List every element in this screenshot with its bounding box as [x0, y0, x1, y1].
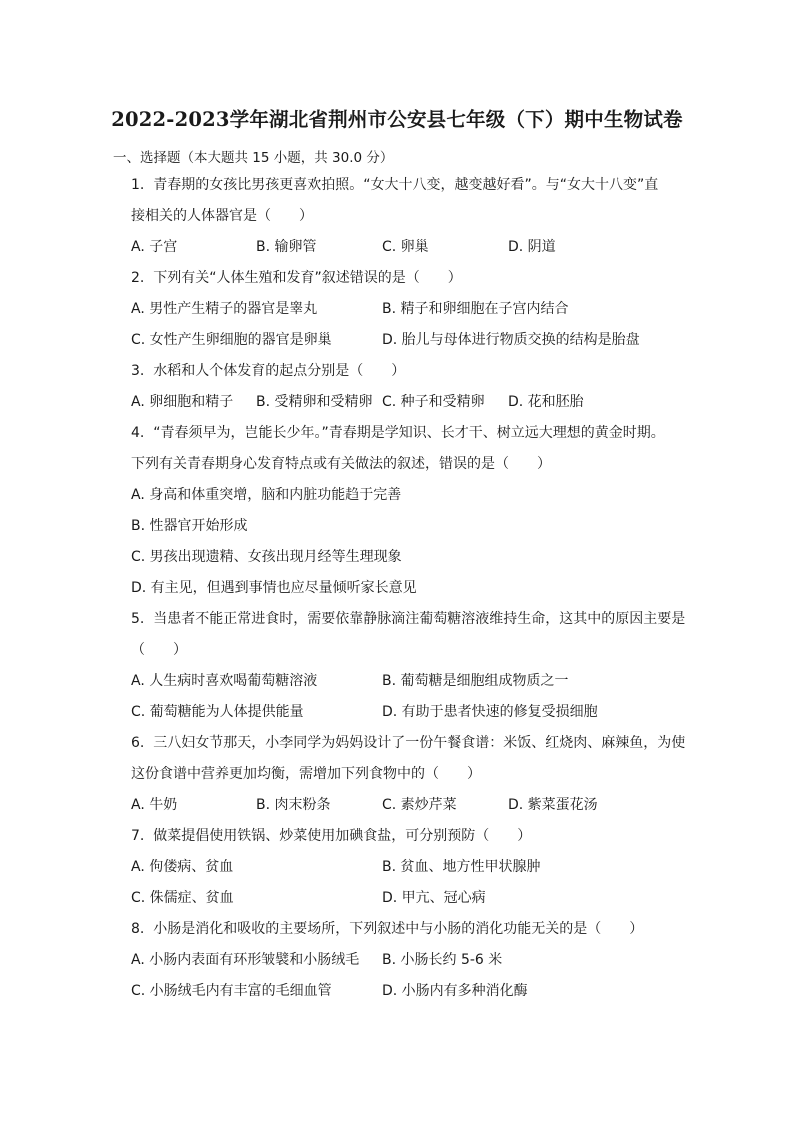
option-d: D. 有主见，但遇到事情也应尽量倾听家长意见 — [131, 580, 417, 596]
option-d: D. 有助于患者快速的修复受损细胞 — [382, 704, 598, 720]
option-c: C. 小肠绒毛内有丰富的毛细血管 — [131, 983, 332, 999]
option-a: A. 佝偻病、贫血 — [131, 859, 234, 875]
question-7 — [131, 821, 691, 852]
exam-title: 2022-2023学年湖北省荆州市公安县七年级（下）期中生物试卷 — [111, 108, 683, 131]
section-heading: 一、选择题（本大题共 15 小题，共 30.0 分） — [113, 150, 394, 166]
option-c: C. 侏儒症、贫血 — [131, 890, 234, 906]
option-a: A. 子宫 — [131, 239, 178, 255]
option-a: A. 卵细胞和精子 — [131, 394, 234, 410]
question-3-options — [131, 387, 711, 418]
question-5-options-row-2 — [131, 697, 711, 728]
question-stem: 1. 青春期的女孩比男孩更喜欢拍照。“女大十八变，越变越好看”。与“女大十八变”直 — [131, 177, 659, 193]
question-8-options-row-1 — [131, 945, 711, 976]
question-4-option-b — [131, 511, 711, 542]
question-6-options — [131, 790, 711, 821]
question-2-options-row-1 — [131, 294, 711, 325]
option-b: B. 肉末粉条 — [256, 797, 331, 813]
question-3 — [131, 356, 691, 387]
question-stem: 4. “青春须早为，岂能长少年。”青春期是学知识、长才干、树立远大理想的黄金时期。 — [131, 425, 665, 441]
question-4-option-d — [131, 573, 711, 604]
question-stem: 2. 下列有关“人体生殖和发育”叙述错误的是（ ） — [131, 270, 462, 286]
option-a: A. 身高和体重突增，脑和内脏功能趋于完善 — [131, 487, 402, 503]
option-c: C. 葡萄糖能为人体提供能量 — [131, 704, 304, 720]
option-b: B. 受精卵和受精卵 — [256, 394, 373, 410]
option-b: B. 精子和卵细胞在子宫内结合 — [382, 301, 569, 317]
question-5-options-row-1 — [131, 666, 711, 697]
option-a: A. 小肠内表面有环形皱襞和小肠绒毛 — [131, 952, 360, 968]
option-d: D. 小肠内有多种消化酶 — [382, 983, 528, 999]
question-4-option-a — [131, 480, 711, 511]
option-a: A. 男性产生精子的器官是睾丸 — [131, 301, 318, 317]
question-stem: 7. 做菜提倡使用铁锅、炒菜使用加碘食盐，可分别预防（ ） — [131, 828, 532, 844]
option-b: B. 葡萄糖是细胞组成物质之一 — [382, 673, 569, 689]
option-d: D. 花和胚胎 — [508, 394, 584, 410]
question-stem-continued: （ ） — [131, 642, 187, 658]
option-c: C. 种子和受精卵 — [382, 394, 485, 410]
question-6 — [131, 728, 691, 790]
option-d: D. 甲亢、冠心病 — [382, 890, 486, 906]
question-4 — [131, 418, 691, 480]
question-8 — [131, 914, 691, 945]
option-a: A. 人生病时喜欢喝葡萄糖溶液 — [131, 673, 318, 689]
option-d: D. 紫菜蛋花汤 — [508, 797, 598, 813]
option-b: B. 输卵管 — [256, 239, 317, 255]
option-a: A. 牛奶 — [131, 797, 178, 813]
option-c: C. 卵巢 — [382, 239, 429, 255]
question-5 — [131, 604, 691, 666]
question-2-options-row-2 — [131, 325, 711, 356]
question-stem-continued: 下列有关青春期身心发育特点或有关做法的叙述，错误的是（ ） — [131, 456, 551, 472]
question-8-options-row-2 — [131, 976, 711, 1007]
question-stem: 8. 小肠是消化和吸收的主要场所，下列叙述中与小肠的消化功能无关的是（ ） — [131, 921, 644, 937]
question-stem-continued: 这份食谱中营养更加均衡，需增加下列食物中的（ ） — [131, 766, 481, 782]
question-stem: 6. 三八妇女节那天，小李同学为妈妈设计了一份午餐食谱：米饭、红烧肉、麻辣鱼，为使 — [131, 735, 686, 751]
question-1 — [131, 170, 691, 232]
option-c: C. 素炒芹菜 — [382, 797, 457, 813]
question-2 — [131, 263, 691, 294]
option-b: B. 小肠长约 5-6 米 — [382, 952, 503, 968]
question-4-option-c — [131, 542, 711, 573]
question-stem: 3. 水稻和人个体发育的起点分别是（ ） — [131, 363, 406, 379]
question-stem-continued: 接相关的人体器官是（ ） — [131, 208, 313, 224]
question-1-options — [131, 232, 711, 263]
option-d: D. 阴道 — [508, 239, 556, 255]
option-c: C. 男孩出现遗精、女孩出现月经等生理现象 — [131, 549, 402, 565]
question-stem: 5. 当患者不能正常进食时，需要依靠静脉滴注葡萄糖溶液维持生命，这其中的原因主要是 — [131, 611, 686, 627]
question-7-options-row-2 — [131, 883, 711, 914]
option-b: B. 贫血、地方性甲状腺肿 — [382, 859, 541, 875]
question-7-options-row-1 — [131, 852, 711, 883]
option-b: B. 性器官开始形成 — [131, 518, 248, 534]
option-d: D. 胎儿与母体进行物质交换的结构是胎盘 — [382, 332, 640, 348]
option-c: C. 女性产生卵细胞的器官是卵巢 — [131, 332, 332, 348]
